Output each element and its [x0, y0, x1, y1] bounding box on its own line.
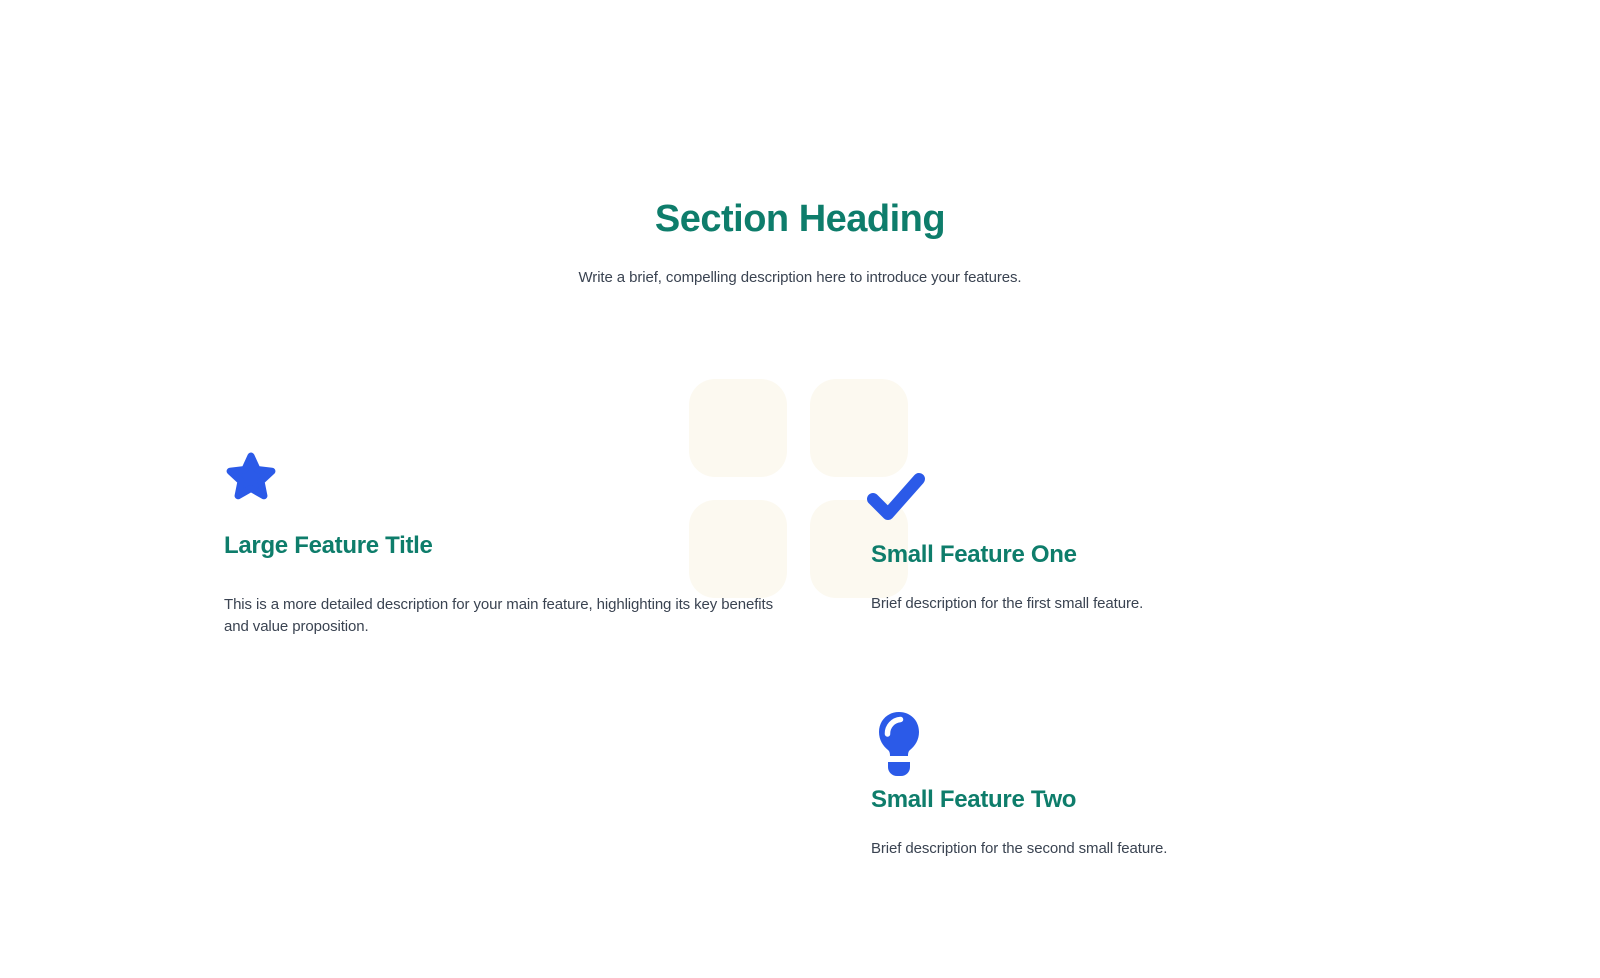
large-feature-title: Large Feature Title: [224, 532, 433, 559]
small-feature-one-title: Small Feature One: [871, 541, 1077, 568]
star-icon: [224, 452, 278, 509]
decor-square: [810, 379, 908, 477]
decor-square: [689, 379, 787, 477]
large-feature-description: This is a more detailed description for your main feature, highlighting its key benefits and value proposition.: [224, 596, 773, 635]
small-feature-two-description: Brief description for the second small feature.: [871, 840, 1168, 857]
check-icon: [864, 469, 928, 528]
lightbulb-icon: [876, 710, 922, 781]
section-subtitle: Write a brief, compelling description here to introduce your features.: [578, 269, 1022, 286]
small-feature-two-title: Small Feature Two: [871, 786, 1077, 813]
small-feature-one-description: Brief description for the first small feature.: [871, 595, 1144, 612]
decor-square: [689, 500, 787, 598]
section-heading: Section Heading: [654, 198, 946, 240]
